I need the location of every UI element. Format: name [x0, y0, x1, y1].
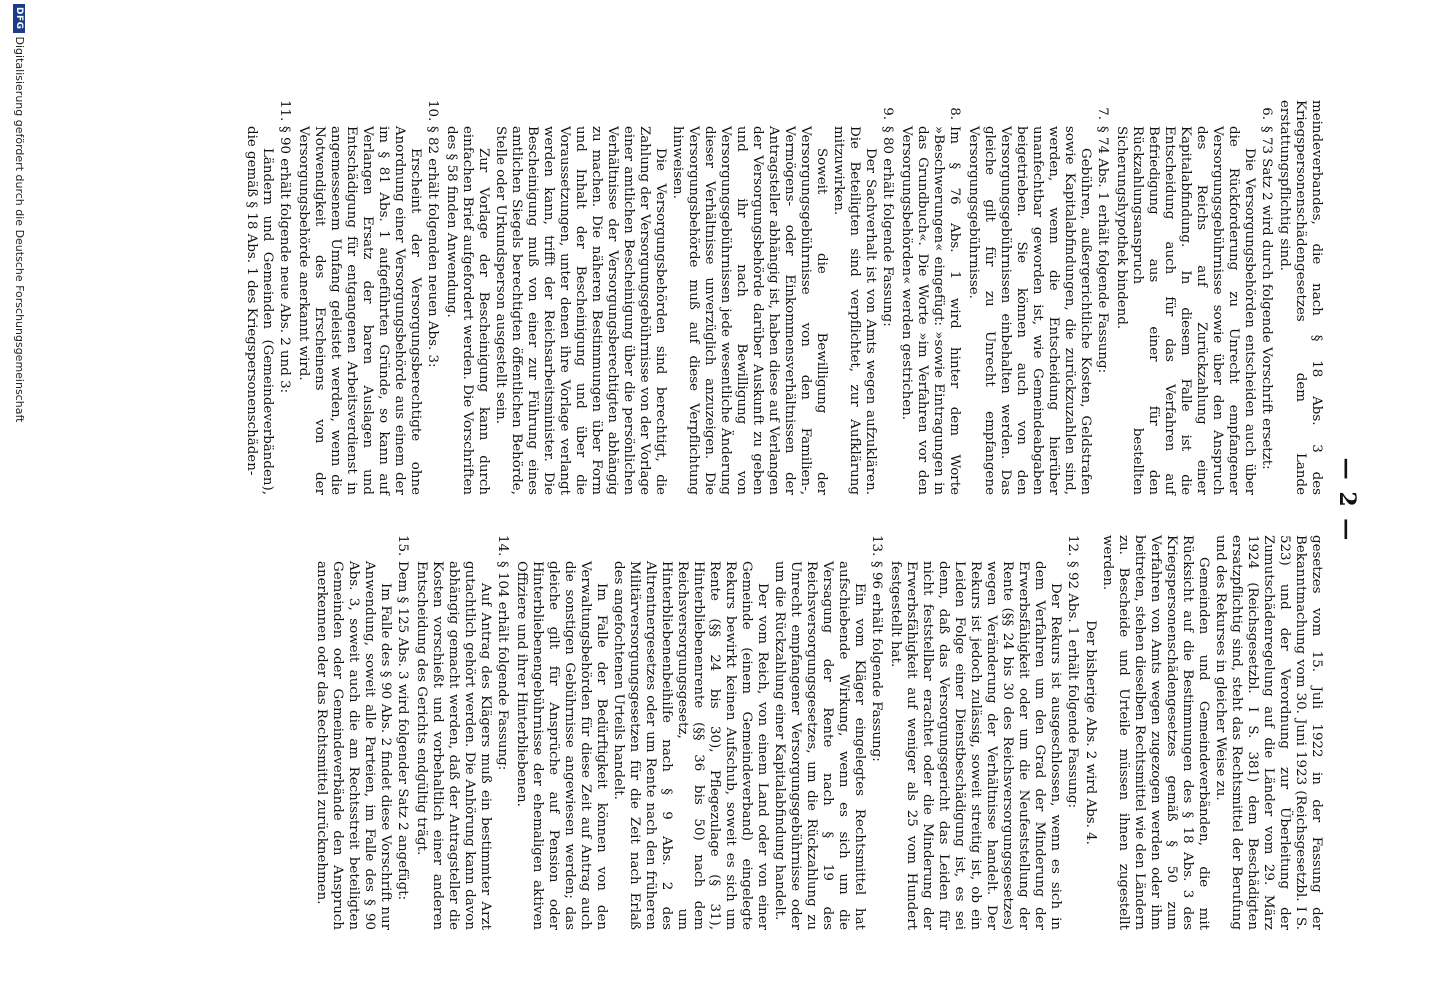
section-number: 6. [1259, 107, 1274, 120]
section-heading: § 82 erhält folgenden neuen Abs. 3: [425, 126, 440, 368]
section-body [1112, 126, 1274, 495]
section-body [897, 126, 962, 495]
section-body [242, 126, 292, 495]
dfg-logo: DFG [14, 4, 26, 33]
section [512, 535, 884, 930]
right-sections [312, 535, 1080, 930]
text-columns [242, 100, 1324, 930]
section-number: 8. [947, 107, 962, 120]
right-column-intro2: Gemeinden und Gemeindeverbänden, die mit Rücksicht auf die Bestimmungen des § 18 Abs. 3 des Kriegspersonenschädengesetzes gemäß § 50 zum Verfahren von Amts wegen zugezogen werden oder ihm beitreten, stehen dieselben Rechtsmittel wie den Ländern zu. Bescheide und Urteile müssen ihnen zugestellt werden. [1100, 535, 1211, 930]
section-body [294, 126, 440, 495]
section-paragraph: Der Sachverhalt ist von Amts wegen aufzuklären. Die Beteiligten sind verpflichtet, zur Aufklärung mitzuwirken. [831, 126, 878, 495]
right-column-intro: gesetzes vom 15. Juli 1922 in der Fassung der Bekanntmachung vom 30. Juni 1923 (Reichsgesetzbl. I S. 523) und der Verordnung zur Überleitung der Zumutschädenregelung auf die Länder vom 29. März 1924 (Reichsgesetzbl. I S. 381) dem Beschädigten ersatzpflichtig sind, steht das Rechtsmittel der Berufung und des Rekurses in gleicher Weise zu. [1213, 535, 1324, 930]
section [886, 535, 1080, 930]
section-paragraph: Im Falle des § 90 Abs. 2 findet diese Vorschrift nur Anwendung, soweit alle Parteien, im Falle des § 90 Abs. 3, soweit auch die am Rechtsstreit beteiligten Gemeinden oder Gemeindeverbände den Anspruch anerkennen oder das Rechtsmittel zurücknehmen. [314, 561, 393, 930]
section-paragraph: Die Versorgungsbehörden entscheiden auch über die Rückforderung zu Unrecht empfangener Versorgungsgebührnisse sowie über den Anspruch des Reichs auf Zurückzahlung einer Kapitalabfindung. In diesem Falle ist die Entscheidung auch für das Verfahren auf Befriedigung aus einer für den Rückzahlungsanspruch bestellten Sicherungshypothek bindend. [1114, 126, 1257, 495]
section-heading: § 92 Abs. 1 erhält folgende Fassung: [1065, 561, 1080, 809]
section-number: 7. [1095, 107, 1110, 120]
section-heading: § 90 erhält folgende neue Abs. 2 und 3: [277, 126, 292, 394]
section-paragraph: Die Versorgungsbehörden sind berechtigt, die Zahlung der Versorgungsgebührnisse von der Vorlage einer amtlichen Bescheinigung über die persönlichen Verhältnisse der Versorgungsberechtigten abhängig zu machen. Die näheren Bestimmungen über Form und Inhalt der Bescheinigung und über die Voraussetzungen, unter denen ihre Vorlage verlangt werden kann, trifft der Reichsarbeitsminister. Die Bescheinigung muß von einer zur Führung eines amtlichen Siegels berechtigten öffentlichen Behörde, Stelle oder Urkundsperson ausgestellt sein. [493, 126, 668, 495]
left-column [242, 100, 1324, 495]
section-paragraph: Soweit die Bewilligung der Versorgungsgebührnisse von den Familien-, Vermögens- oder Einkommensverhältnissen der Antragsteller abhängig ist, haben diese auf Verlangen der Versorgungsbehörde darüber Auskunft zu geben und ihr nach Bewilligung von Versorgungsgebührnissen jede wesentliche Änderung dieser Verhältnisse unverzüglich anzuzeigen. Die Versorgungsbehörde muß auf diese Verpflichtung hinweisen. [670, 126, 829, 495]
section-paragraph: Der vom Reich, von einem Land oder von einer Gemeinde (einem Gemeindeverband) eingelegte Rekurs bewirkt keinen Aufschub, soweit es sich um Rente (§§ 24 bis 30), Pflegezulage (§ 31), Hinterbliebenenrente (§§ 36 bis 50) nach dem Reichsversorgungsgesetz, um Hinterbliebenenbeihilfe nach § 9 Abs. 2 des Altrentnergesetzes oder um Rente nach den früheren Militärversorgungsgesetzen für die Zeit nach Erlaß des angefochtenen Urteils handelt. [611, 561, 770, 930]
footer [13, 0, 26, 1000]
section-number: 9. [880, 107, 895, 120]
section-number: 14. [495, 535, 510, 557]
section-heading: § 80 erhält folgende Fassung: [880, 126, 895, 327]
section-number: 13. [869, 535, 884, 557]
section [242, 100, 292, 495]
section-heading: Im § 76 Abs. 1 wird hinter dem Worte »Beschwerungen« eingefügt: »sowie Eintragungen in das Grundbuch«. Die Worte »im Verfahren vor den Versorgungsbehörden« werden gestrichen. [899, 126, 962, 495]
section-paragraph: Erscheint der Versorgungsberechtigte ohne Anordnung einer Versorgungsbehörde aus einem der im § 81 Abs. 1 aufgeführten Gründe, so kann auf Verlangen Ersatz der baren Auslagen und Entschädigung für entgangenen Arbeitsverdienst in angemessenem Umfang geleistet werden, wenn die Notwendigkeit des Erscheinens von der Versorgungsbehörde anerkannt wird. [296, 126, 423, 495]
section-body [412, 561, 510, 930]
section [442, 100, 895, 495]
section-heading: § 74 Abs. 1 erhält folgende Fassung: [1095, 126, 1110, 374]
section-heading: Dem § 125 Abs. 3 wird folgender Satz 2 angefügt: [395, 561, 410, 901]
section-number: 12. [1065, 535, 1080, 557]
section-number: 11. [277, 100, 292, 122]
section-paragraph: Der Rekurs ist ausgeschlossen, wenn es sich in dem Verfahren um den Grad der Minderung der Erwerbsfähigkeit oder um die Neufeststellung der Rente (§§ 24 bis 30 des Reichsversorgungsgesetzes) wegen Veränderung der Verhältnisse handelt. Der Rekurs ist jedoch zulässig, soweit streitig ist, ob ein Leiden Folge einer Dienstbeschädigung ist, es sei denn, daß das Versorgungsgericht das Leiden für nicht feststellbar erachtet oder die Minderung der Erwerbsfähigkeit auf weniger als 25 vom Hundert festgestellt hat. [888, 561, 1063, 930]
section-number: 10. [425, 100, 440, 122]
section-paragraph: Auf Antrag des Klägers muß ein bestimmter Arzt gutachtlich gehört werden. Die Anhörung kann davon abhängig gemacht werden, daß der Antragsteller die Kosten vorschießt und vorbehaltlich einer anderen Entscheidung des Gerichts endgültig trägt. [414, 561, 493, 930]
section-body [964, 126, 1110, 495]
section-paragraph: Im Falle der Bedürftigkeit können von den Verwaltungsbehörden für diese Zeit auf Antrag auch die sonstigen Gebührnisse angewiesen werden; das gleiche gilt für Ansprüche auf Pension oder Hinterbliebenengebührnisse der ehemaligen aktiven Offiziere und ihrer Hinterbliebenen. [514, 561, 609, 930]
right-column-intro3: Der bisherige Abs. 2 wird Abs. 4. [1083, 620, 1098, 845]
section [294, 100, 440, 495]
section-body [512, 561, 884, 930]
section-heading: § 73 Satz 2 wird durch folgende Vorschrift ersetzt: [1259, 126, 1274, 470]
left-sections [242, 100, 1274, 495]
section-paragraph: Zur Vorlage der Bescheinigung kann durch einfachen Brief aufgefordert werden. Die Vorschriften des § 58 finden Anwendung. [444, 126, 491, 495]
left-column-intro: meindeverbandes, die nach § 18 Abs. 3 des Kriegspersonenschädengesetzes dem Lande erstattungspflichtig sind. [1277, 100, 1324, 495]
section [412, 535, 510, 930]
section-number: 15. [395, 535, 410, 557]
section-heading: § 104 erhält folgende Fassung: [495, 561, 510, 771]
page-number: — 2 — [1334, 457, 1360, 543]
section [897, 100, 962, 495]
section-body [886, 561, 1080, 930]
footer-text: Digitalisierung gefördert durch die Deutsche Forschungsgemeinschaft [13, 36, 26, 423]
section-paragraph: Gebühren, außergerichtliche Kosten, Geldstrafen sowie Kapitalabfindungen, die zurückzuzahlen sind, werden, wenn die Entscheidung hierüber unanfechtbar geworden ist, wie Gemeindeabgaben beigetrieben. Sie können auch von den Versorgungsgebührnissen einbehalten werden. Das gleiche gilt für zu Unrecht empfangene Versorgungsgebührnisse. [966, 126, 1093, 495]
right-column [242, 535, 1324, 930]
section-body [312, 561, 410, 930]
section-heading: § 96 erhält folgende Fassung: [869, 561, 884, 762]
section [964, 100, 1110, 495]
section-paragraph: Ländern und Gemeinden (Gemeindeverbänden), die gemäß § 18 Abs. 1 des Kriegspersonenschäden- [244, 126, 275, 495]
section [312, 535, 410, 930]
section-paragraph: Ein vom Kläger eingelegtes Rechtsmittel hat aufschiebende Wirkung, wenn es sich um die Versagung der Rente nach § 19 des Reichsversorgungsgesetzes, um die Rückzahlung zu Unrecht empfangener Versorgungsgebührnisse oder um die Rückzahlung einer Kapitalabfindung handelt. [772, 561, 867, 930]
section-body [442, 126, 895, 495]
section [1112, 100, 1274, 495]
